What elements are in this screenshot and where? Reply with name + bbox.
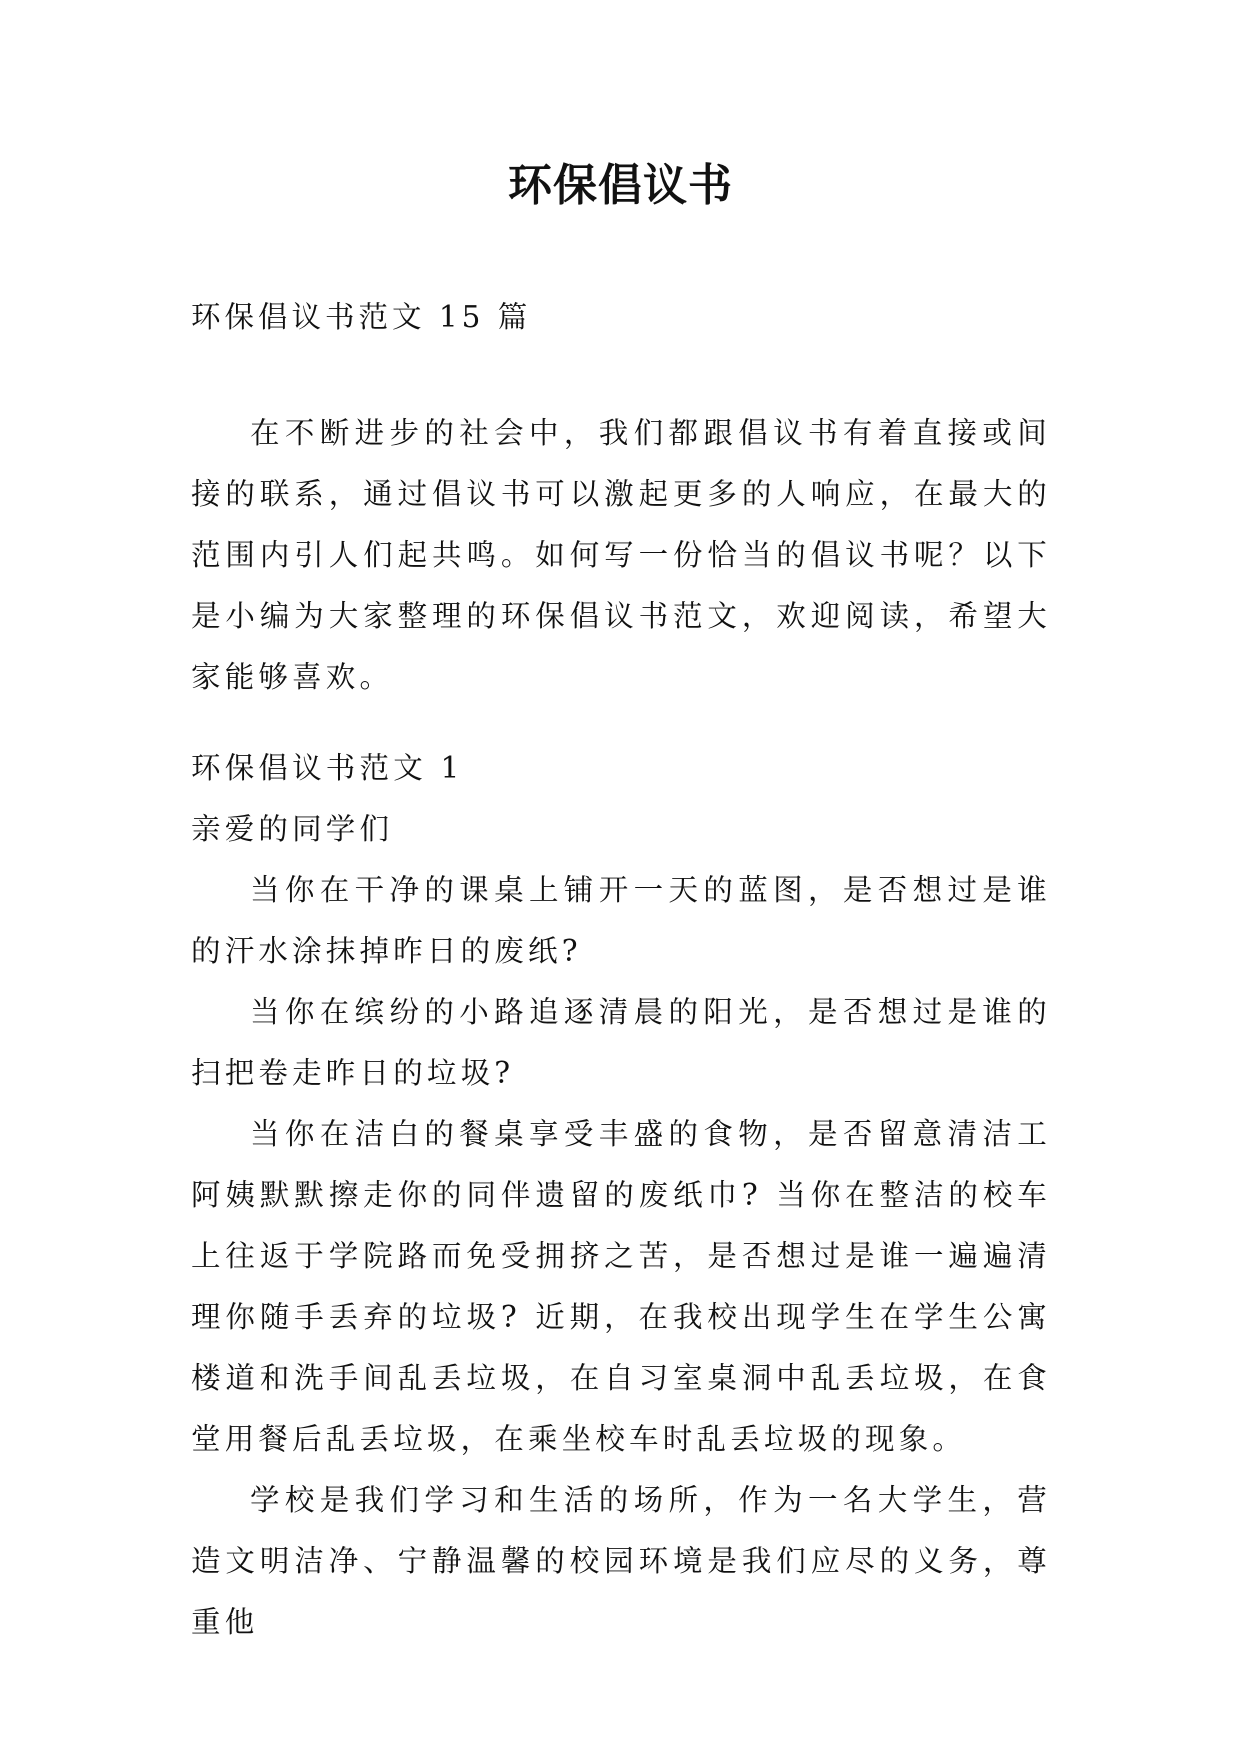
section-heading: 环保倡议书范文 1	[191, 751, 464, 785]
section-1	[191, 738, 1051, 1653]
intro-block	[191, 403, 1051, 708]
document-subtitle: 环保倡议书范文 15 篇	[191, 300, 532, 334]
salutation: 亲爱的同学们	[191, 812, 394, 846]
body-paragraph-2: 当你在缤纷的小路追逐清晨的阳光，是否想过是谁的扫把卷走昨日的垃圾?	[191, 995, 1051, 1090]
body-paragraph-1: 当你在干净的课桌上铺开一天的蓝图，是否想过是谁的汗水涂抹掉昨日的废纸?	[191, 873, 1051, 968]
document-title: 环保倡议书	[508, 160, 733, 211]
body-paragraph-4: 学校是我们学习和生活的场所，作为一名大学生，营造文明洁净、宁静温馨的校园环境是我们应尽的义务，尊重他	[191, 1483, 1051, 1639]
intro-paragraph: 在不断进步的社会中，我们都跟倡议书有着直接或间接的联系，通过倡议书可以激起更多的人响应，在最大的范围内引人们起共鸣。如何写一份恰当的倡议书呢？以下是小编为大家整理的环保倡议书范文，欢迎阅读，希望大家能够喜欢。	[191, 416, 1051, 694]
body-paragraph-3: 当你在洁白的餐桌享受丰盛的食物，是否留意清洁工阿姨默默擦走你的同伴遗留的废纸巾? 当你在整洁的校车上往返于学院路而免受拥挤之苦，是否想过是谁一遍遍清理你随手丢弃的垃圾? 近期，在我校出现学生在学生公寓楼道和洗手间乱丢垃圾，在自习室桌洞中乱丢垃圾，在食堂用餐后乱丢垃圾，在乘坐校车时乱丢垃圾的现象。	[191, 1117, 1051, 1456]
